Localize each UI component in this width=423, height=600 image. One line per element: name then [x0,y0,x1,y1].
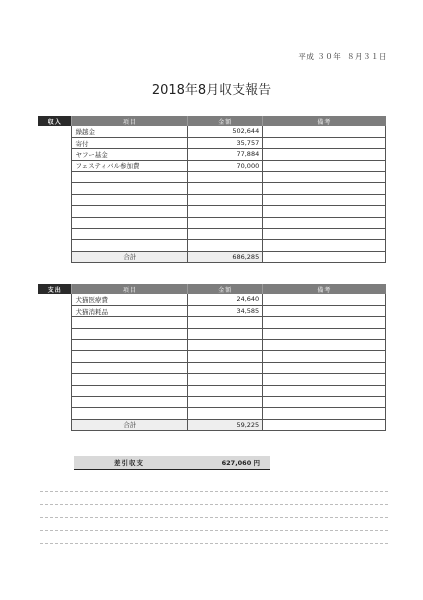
ruled-line [40,517,388,518]
row-spacer [38,183,72,194]
row-item [72,183,188,194]
expense-table [38,284,386,431]
row-amount [188,206,263,217]
row-item: 繰越金 [72,126,188,137]
table-row [38,240,386,251]
row-item [72,362,188,373]
table-row [38,351,386,362]
row-spacer [38,160,72,171]
row-amount: 70,000 [188,160,263,171]
row-note [263,194,386,205]
row-item: 寄付 [72,137,188,148]
table-row [38,229,386,240]
column-header-amount: 金額 [188,116,263,126]
row-item [72,340,188,351]
row-item [72,351,188,362]
row-spacer [38,374,72,385]
row-spacer [38,229,72,240]
table-row [38,172,386,183]
row-item: ヤフー基金 [72,149,188,160]
total-label: 合計 [72,251,188,262]
row-spacer [38,385,72,396]
page-title: 2018年8月収支報告 [151,83,272,98]
row-item [72,328,188,339]
table-row [38,217,386,228]
row-spacer [38,351,72,362]
table-row [38,397,386,408]
row-amount [188,172,263,183]
column-header-item: 項目 [72,116,188,126]
row-spacer [38,317,72,328]
row-amount [188,397,263,408]
ruled-line [40,530,388,531]
total-amount: 686,285 [188,251,263,262]
row-note [263,149,386,160]
ruled-line [40,504,388,505]
row-spacer [38,149,72,160]
row-amount [188,240,263,251]
table-row [38,294,386,305]
row-item: 犬猫医療費 [72,294,188,305]
row-item [72,317,188,328]
row-item [72,172,188,183]
table-row [38,194,386,205]
row-amount [188,317,263,328]
row-amount [188,194,263,205]
balance-value: 627,060 円 [221,459,260,467]
expense-section [38,284,386,431]
row-amount [188,328,263,339]
row-note [263,126,386,137]
row-spacer [38,206,72,217]
row-spacer [38,408,72,419]
row-note [263,328,386,339]
row-item: フェスティバル参加費 [72,160,188,171]
row-note [263,305,386,316]
row-item [72,229,188,240]
balance-label: 差引収支 [114,459,144,467]
column-header-note: 備考 [263,284,386,294]
row-note [263,217,386,228]
column-header-note: 備考 [263,116,386,126]
total-label: 合計 [72,419,188,430]
row-amount: 24,640 [188,294,263,305]
row-note [263,229,386,240]
row-amount [188,374,263,385]
row-amount [188,183,263,194]
table-row [38,206,386,217]
row-spacer [38,340,72,351]
row-note [263,294,386,305]
ruled-line [40,543,388,544]
row-amount [188,385,263,396]
balance-bar [74,456,270,470]
table-row [38,408,386,419]
row-amount: 77,884 [188,149,263,160]
row-spacer [38,305,72,316]
column-header-amount: 金額 [188,284,263,294]
income-section [38,116,386,263]
total-amount: 59,225 [188,419,263,430]
row-note [263,385,386,396]
table-row [38,374,386,385]
row-item [72,397,188,408]
row-item [72,206,188,217]
table-row [38,149,386,160]
table-row [38,183,386,194]
row-item [72,194,188,205]
row-item [72,240,188,251]
total-row [38,251,386,262]
row-note [263,374,386,385]
row-amount [188,362,263,373]
row-note [263,172,386,183]
row-note [263,362,386,373]
table-row [38,340,386,351]
expense-header-row [38,284,386,294]
row-spacer [38,397,72,408]
row-amount: 35,757 [188,137,263,148]
expense-tag: 支出 [38,284,72,294]
row-note [263,160,386,171]
row-spacer [38,137,72,148]
row-note [263,206,386,217]
row-spacer [38,126,72,137]
total-row [38,419,386,430]
table-row [38,126,386,137]
row-spacer [38,172,72,183]
table-row [38,362,386,373]
row-spacer [38,419,72,430]
column-header-item: 項目 [72,284,188,294]
row-amount [188,351,263,362]
row-item [72,385,188,396]
row-amount [188,408,263,419]
row-note [263,317,386,328]
row-note [263,183,386,194]
total-note [263,251,386,262]
row-amount: 34,585 [188,305,263,316]
row-note [263,397,386,408]
table-row [38,305,386,316]
table-row [38,160,386,171]
row-item: 犬猫消耗品 [72,305,188,316]
row-spacer [38,194,72,205]
row-note [263,240,386,251]
row-note [263,408,386,419]
table-row [38,317,386,328]
row-note [263,351,386,362]
row-spacer [38,240,72,251]
row-note [263,137,386,148]
row-amount: 502,644 [188,126,263,137]
table-row [38,328,386,339]
table-row [38,385,386,396]
ruled-line [40,491,388,492]
total-note [263,419,386,430]
row-amount [188,217,263,228]
row-item [72,217,188,228]
table-row [38,137,386,148]
row-note [263,340,386,351]
row-amount [188,229,263,240]
row-spacer [38,328,72,339]
row-spacer [38,251,72,262]
report-date: 平成 ３０年 ８月３１日 [298,52,387,61]
income-header-row [38,116,386,126]
row-item [72,408,188,419]
row-spacer [38,217,72,228]
row-spacer [38,294,72,305]
row-amount [188,340,263,351]
income-table [38,116,386,263]
row-item [72,374,188,385]
row-spacer [38,362,72,373]
income-tag: 収入 [38,116,72,126]
